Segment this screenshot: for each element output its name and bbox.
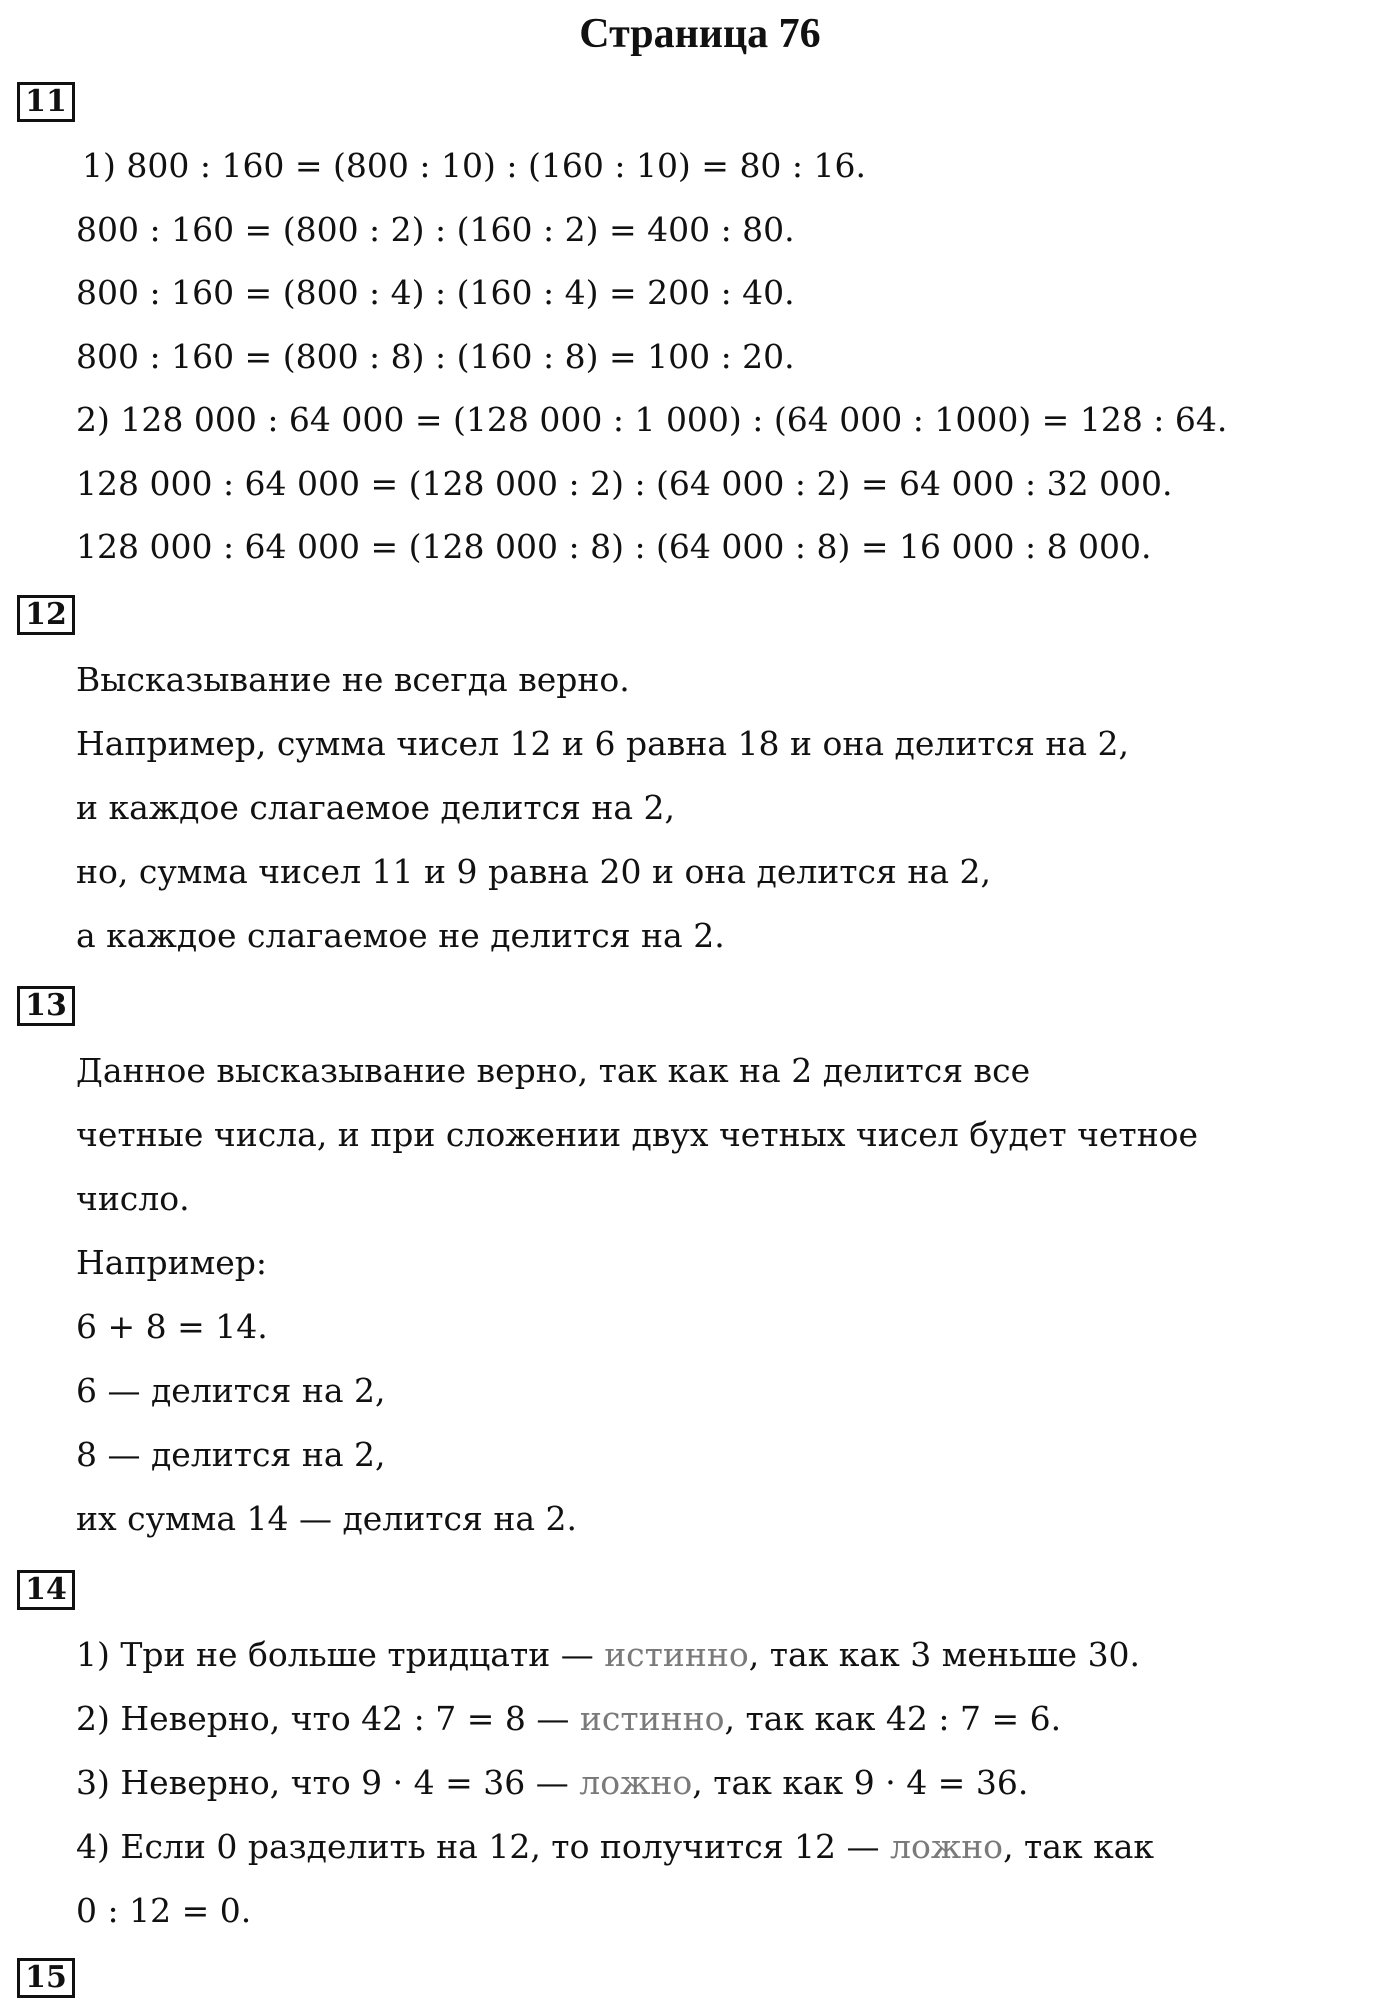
task-14-line-1-reason: , так как 3 меньше 30. (748, 1635, 1141, 1674)
task-14-line-4-verdict: ложно (890, 1827, 1004, 1866)
task-14-line-2-reason: , так как 42 : 7 = 6. (724, 1699, 1062, 1738)
task-13-line-3: число. (76, 1179, 190, 1218)
task-14-line-4-reason: , так как (1003, 1827, 1155, 1866)
task-12-line-1: Высказывание не всегда верно. (76, 660, 630, 699)
task-13-line-7: 8 — делится на 2, (76, 1435, 386, 1474)
task-11-line-5: 2) 128 000 : 64 000 = (128 000 : 1 000) : (64 000 : 1000) = 128 : 64. (76, 400, 1228, 439)
task-14-line-3-text: 3) Неверно, что 9 · 4 = 36 — (76, 1763, 580, 1802)
task-14-line-3-reason: , так как 9 · 4 = 36. (692, 1763, 1029, 1802)
page-title: Страница 76 (579, 11, 821, 57)
task-14-line-1-text: 1) Три не больше тридцати — (76, 1635, 605, 1674)
task-number-12: 12 (17, 595, 75, 635)
task-14-line-3 (76, 1761, 1028, 1805)
task-11-line-1: 1) 800 : 160 = (800 : 10) : (160 : 10) = 80 : 16. (82, 146, 867, 185)
task-number-14: 14 (17, 1570, 75, 1610)
task-12-line-3: и каждое слагаемое делится на 2, (76, 788, 676, 827)
task-13-line-2: четные числа, и при сложении двух четных чисел будет четное (76, 1115, 1199, 1154)
task-14-line-5 (76, 1889, 251, 1933)
task-13-line-6: 6 — делится на 2, (76, 1371, 386, 1410)
task-13-line-8: их сумма 14 — делится на 2. (76, 1499, 577, 1538)
task-13-line-4: Например: (76, 1243, 268, 1282)
task-11-line-7: 128 000 : 64 000 = (128 000 : 8) : (64 000 : 8) = 16 000 : 8 000. (76, 527, 1152, 566)
task-14-line-5-text: 0 : 12 = 0. (76, 1891, 252, 1930)
task-14-line-4 (76, 1825, 1154, 1869)
task-number-11: 11 (17, 82, 75, 122)
task-number-13: 13 (17, 986, 75, 1026)
task-14-line-1 (76, 1633, 1140, 1677)
task-13-line-5: 6 + 8 = 14. (76, 1307, 268, 1346)
task-14-line-2-verdict: истинно (579, 1699, 725, 1738)
task-14-line-2 (76, 1697, 1061, 1741)
task-11-line-4: 800 : 160 = (800 : 8) : (160 : 8) = 100 : 20. (76, 337, 795, 376)
task-12-line-5: а каждое слагаемое не делится на 2. (76, 916, 725, 955)
task-13-line-1: Данное высказывание верно, так как на 2 делится все (76, 1051, 1031, 1090)
task-11-line-2: 800 : 160 = (800 : 2) : (160 : 2) = 400 : 80. (76, 210, 795, 249)
task-12-line-2: Например, сумма чисел 12 и 6 равна 18 и она делится на 2, (76, 724, 1130, 763)
task-11-line-3: 800 : 160 = (800 : 4) : (160 : 4) = 200 : 40. (76, 273, 795, 312)
task-14-line-1-verdict: истинно (604, 1635, 749, 1674)
task-14-line-2-text: 2) Неверно, что 42 : 7 = 8 — (76, 1699, 580, 1738)
task-12-line-4: но, сумма чисел 11 и 9 равна 20 и она делится на 2, (76, 852, 991, 891)
task-11-line-6: 128 000 : 64 000 = (128 000 : 2) : (64 000 : 2) = 64 000 : 32 000. (76, 464, 1173, 503)
task-14-line-4-text: 4) Если 0 разделить на 12, то получится 12 — (76, 1827, 890, 1866)
task-14-line-3-verdict: ложно (579, 1763, 693, 1802)
task-number-15: 15 (17, 1958, 75, 1998)
